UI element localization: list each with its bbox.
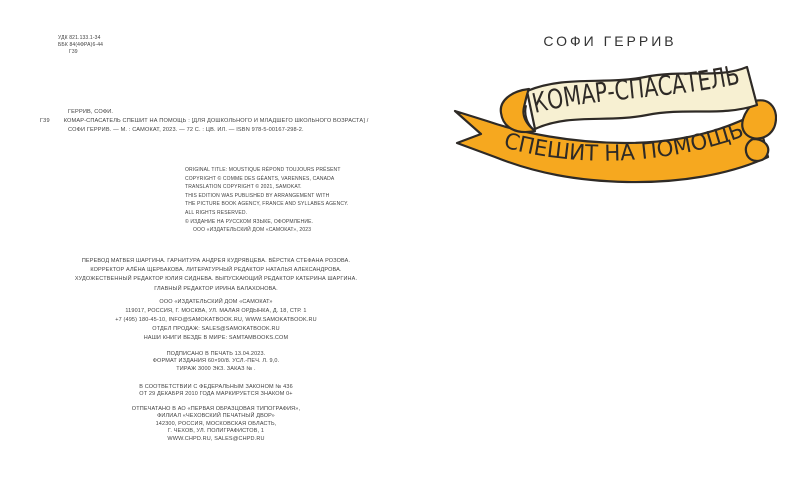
credits-block-line: ХУДОЖЕСТВЕННЫЙ РЕДАКТОР ЮЛИЯ СИДНЕВА. ВЫПУСКАЮЩИЙ РЕДАКТОР КАТЕРИНА ШАРГИНА. bbox=[74, 276, 358, 283]
age-mark-block-line: ОТ 29 ДЕКАБРЯ 2010 ГОДА МАРКИРУЕТСЯ ЗНАКОМ 0+ bbox=[139, 391, 293, 398]
print-run-block bbox=[22, 351, 410, 373]
copyright-block-line: ООО «ИЗДАТЕЛЬСКИЙ ДОМ «САМОКАТ», 2023 bbox=[193, 227, 312, 234]
copyright-block-line: COPYRIGHT © COMME DES GÉANTS, VARENNES, CANADA bbox=[185, 175, 335, 182]
copyright-block-line: THIS EDITION WAS PUBLISHED BY ARRANGEMENT WITH bbox=[185, 192, 330, 199]
bibliographic-record bbox=[40, 108, 432, 135]
print-run-block-line: ТИРАЖ 3000 ЭКЗ. ЗАКАЗ № . bbox=[176, 365, 256, 372]
biblio-isbn-line: СОФИ ГЕРРИВ. — М. : САМОКАТ, 2023. — 72 С. : ЦВ. ИЛ. — ISBN 978-5-00167-298-2. bbox=[68, 127, 304, 133]
print-run-block-line: ПОДПИСАНО В ПЕЧАТЬ 13.04.2023. bbox=[166, 351, 266, 357]
publisher-contacts-block bbox=[22, 298, 410, 343]
credits-block-line: ПЕРЕВОД МАТВЕЯ ШАРГИНА. ГАРНИТУРА АНДРЕЯ КУДРЯВЦЕВА. ВЁРСТКА СТЕФАНА РОЗОВА. bbox=[81, 258, 351, 264]
copyright-block-line: TRANSLATION COPYRIGHT © 2021, SAMOKAT. bbox=[185, 184, 302, 191]
copyright-block-line: ALL RIGHTS RESERVED. bbox=[185, 209, 248, 216]
print-run-block-line: ФОРМАТ ИЗДАНИЯ 60×90/8. УСЛ.-ПЕЧ. Л. 9,0. bbox=[152, 358, 280, 365]
copyright-block-line: ORIGINAL TITLE: MOUSTIQUE RÉPOND TOUJOURS PRÉSENT bbox=[185, 167, 341, 173]
printing-house-block bbox=[22, 406, 410, 443]
printing-house-block-line: ФИЛИАЛ «ЧЕХОВСКИЙ ПЕЧАТНЫЙ ДВОР» bbox=[157, 413, 275, 420]
right-curl-lower bbox=[746, 139, 768, 161]
publisher-contacts-block-line: 119017, РОССИЯ, Г. МОСКВА, УЛ. МАЛАЯ ОРДЫНКА, Д. 18, СТР. 1 bbox=[125, 308, 307, 314]
author-name: СОФИ ГЕРРИВ bbox=[543, 33, 677, 49]
credits-block bbox=[22, 257, 410, 294]
biblio-code: Г39 bbox=[40, 118, 50, 124]
copyright-block-line: THE PICTURE BOOK AGENCY, FRANCE AND SYLLABES AGENCY. bbox=[185, 201, 349, 208]
banner-title-top: КОМАР-СПАСАТЕЛЬ bbox=[529, 58, 747, 120]
udk-bbk-block-line: ББК 84(4ФРА)6-44 bbox=[58, 42, 104, 49]
printing-house-block-line: 142300, РОССИЯ, МОСКОВСКАЯ ОБЛАСТЬ, bbox=[155, 420, 277, 427]
publisher-contacts-block-line: ОТДЕЛ ПРОДАЖ: SALES@SAMOKATBOOK.RU bbox=[152, 326, 280, 332]
copyright-block bbox=[185, 166, 349, 235]
age-mark-block-line: В СООТВЕТСТВИИ С ФЕДЕРАЛЬНЫМ ЗАКОНОМ № 436 bbox=[139, 384, 293, 390]
udk-bbk-block-line: УДК 821.133.1-34 bbox=[58, 35, 101, 41]
udk-bbk-block-line: Г39 bbox=[69, 49, 78, 56]
printing-house-block-line: ОТПЕЧАТАНО В АО «ПЕРВАЯ ОБРАЗЦОВАЯ ТИПОГРАФИЯ», bbox=[131, 406, 301, 412]
udk-bbk-block bbox=[58, 35, 103, 57]
biblio-title-line bbox=[40, 117, 432, 126]
credits-block-line: ГЛАВНЫЙ РЕДАКТОР ИРИНА БАЛАХОНОВА. bbox=[154, 285, 278, 292]
title-banner-illustration bbox=[447, 55, 777, 187]
credits-block-line: КОРРЕКТОР АЛЁНА ЩЕРБАКОВА. ЛИТЕРАТУРНЫЙ РЕДАКТОР НАТАЛЬЯ АЛЕКСАНДРОВА. bbox=[90, 267, 342, 274]
biblio-title-text: КОМАР-СПАСАТЕЛЬ СПЕШИТ НА ПОМОЩЬ : [ДЛЯ ДОШКОЛЬНОГО И МЛАДШЕГО ШКОЛЬНОГО ВОЗРАСТА] / bbox=[63, 118, 369, 124]
printing-house-block-line: WWW.CHPD.RU, SALES@CHPD.RU bbox=[167, 435, 265, 442]
age-mark-block bbox=[22, 384, 410, 399]
copyright-block-line: © ИЗДАНИЕ НА РУССКОМ ЯЗЫКЕ, ОФОРМЛЕНИЕ. bbox=[185, 218, 314, 225]
banner-title-bottom: СПЕШИТ НА ПОМОЩЬ bbox=[501, 117, 748, 167]
publisher-contacts-block-line: ООО «ИЗДАТЕЛЬСКИЙ ДОМ «САМОКАТ» bbox=[159, 299, 273, 305]
publisher-contacts-block-line: НАШИ КНИГИ ВЕЗДЕ В МИРЕ: SAMTAMBOOKS.COM bbox=[143, 335, 289, 341]
printing-house-block-line: Г. ЧЕХОВ, УЛ. ПОЛИГРАФИСТОВ, 1 bbox=[167, 428, 265, 435]
publisher-contacts-block-line: +7 (495) 180-45-10, INFO@SAMOKATBOOK.RU, WWW.SAMOKATBOOK.RU bbox=[115, 317, 317, 323]
biblio-author-line: ГЕРРИВ, СОФИ. bbox=[68, 109, 114, 115]
